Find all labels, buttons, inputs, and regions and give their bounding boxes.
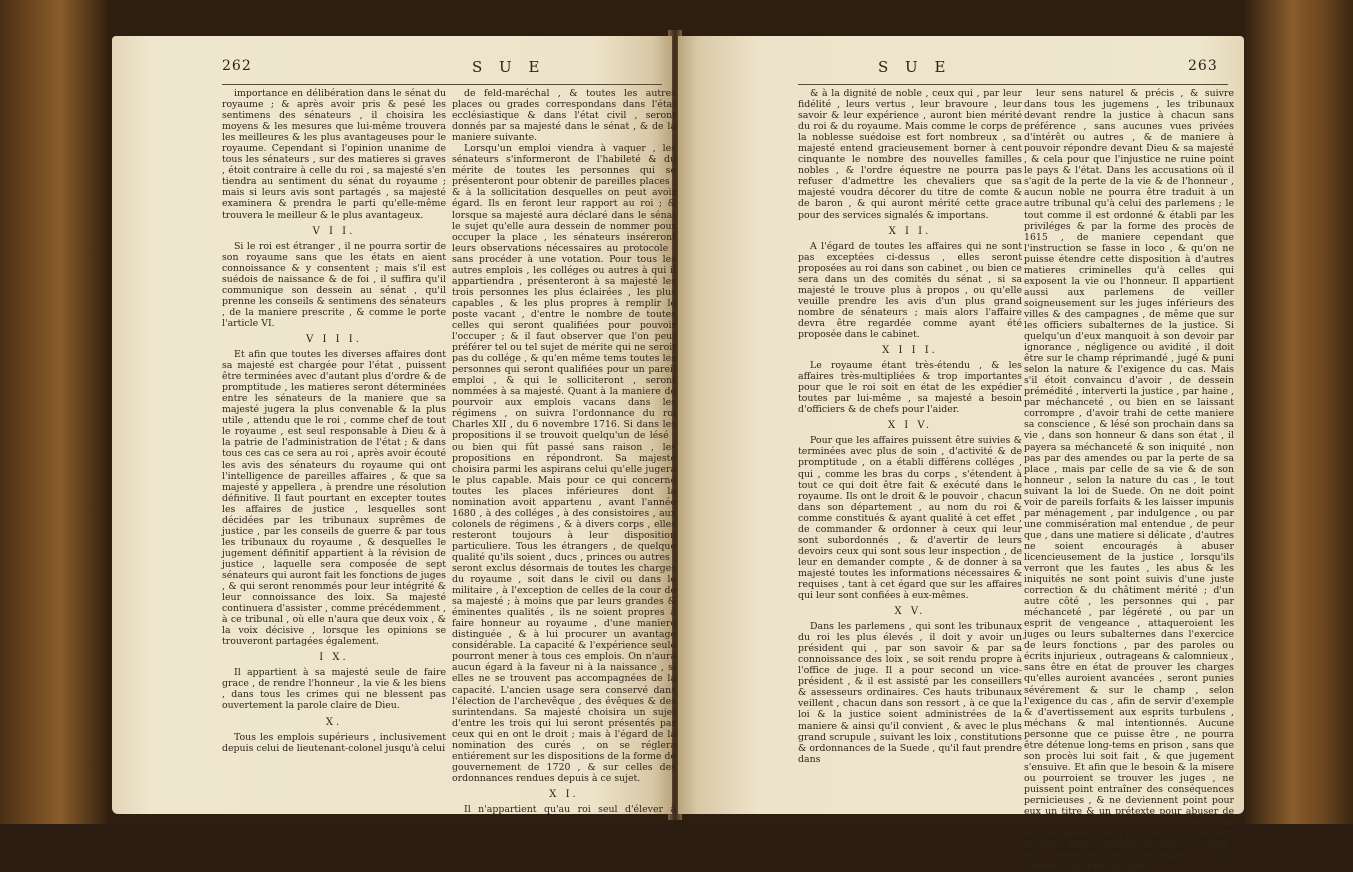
right-page-header [798, 58, 1228, 84]
paragraph: A l'égard de toutes les affaires qui ne sont pas exceptées ci-dessus , elles seront proposées au roi dans son cabinet , ou bien ce sera dans un des comités du sénat , si sa majesté le trouve plus à propos , ou qu'elle veuille prendre les avis d'un plus grand nombre de sénateurs ; mais alors l'affaire devra être regardée comme ayant été proposée dans le cabinet. [798, 240, 1022, 340]
section-heading: X. [325, 716, 343, 728]
paragraph: Lorsqu'un emploi viendra à vaquer , les sénateurs s'informeront de l'habileté & du mérite de toutes les personnes qui se présenteront pour obtenir de pareilles places , & à la sollicitation desquelles on peut avoir égard. Ils en feront leur rapport au roi ; & lorsque sa majesté aura déclaré dans le sénat le sujet qu'elle aura dessein de nommer pour occuper la place , les sénateurs inséreront leurs observations nécessaires au protocole , sans procéder à une votation. Pour tous les autres emplois , les colléges ou autres à qui il appartiendra , présenteront à sa majesté les trois personnes les plus éclairées , les plus capables , & les plus propres à remplir le poste vacant , d'entre le nombre de toutes celles qui seront qualifiées pour pouvoir l'occuper ; & il faut observer que l'on peut préférer tel ou tel sujet de mérite qui ne seroit pas du collége , & qu'en même tems toutes les personnes qui seront qualifiées pour un pareil emploi , & qui le solliciteront , seront nommées à sa majesté. Quant à la maniere de pourvoir aux emplois vacans dans les régimens , on suivra l'ordonnance du roi Charles XII , du 6 novembre 1716. Si dans les propositions il se trouvoit quelqu'un de lésé , ou bien qui fût passé sans raison , les propositions en répondront. Sa majesté choisira parmi les aspirans celui qu'elle jugera le plus capable. Mais pour ce qui concerne toutes les places inférieures dont la nomination avoit appartenu , avant l'année 1680 , à des colléges , à des consistoires , aux colonels de régimens , & à divers corps , elles resteront toujours à leur disposition particuliere. Tous les étrangers , de quelque qualité qu'ils soient , ducs , princes ou autres , seront exclus désormais de toutes les charges du royaume , soit dans le civil ou dans le militaire , à l'exception de celles de la cour de sa majesté ; à moins que par leurs grandes & éminentes qualités , ils ne soient propres à faire honneur au royaume , d'une maniere distinguée , & à lui procurer un avantage considérable. La capacité & l'expérience seule pourront mener à tous ces emplois. On n'aura aucun égard à la faveur ni à la naissance , si elles ne se trouvent pas accompagnées de la capacité. L'ancien usage sera conservé dans l'élection de l'archevêque , des évêques & des surintendans. Sa majesté choisira un sujet d'entre les trois qui lui seront présentés par ceux qui en ont le droit ; mais à l'égard de la nomination des curés , on se réglera entiérement sur les dispositions de la forme de gouvernement de 1720 , & sur celles des ordonnances rendues depuis à ce sujet. [452, 143, 676, 784]
paragraph: leur sens naturel & précis , & suivre dans tous les jugemens , les tribunaux devant rendre la justice à chacun sans préférence , sans aucunes vues privées d'intérêt ou autres , & de maniere à pouvoir répondre devant Dieu & sa majesté , & cela pour que l'injustice ne ruine point le pays & l'état. Dans les accusations où il s'agit de la perte de la vie & de l'honneur , aucun noble ne pourra être traduit à un autre tribunal qu'à celui des parlemens ; le tout comme il est ordonné & établi par les priviléges & par la forme des procès de 1615 , de maniere cependant que l'instruction se fasse in loco , & qu'on ne puisse étendre cette disposition à d'autres matieres criminelles qu'à celles qui exposent la vie ou l'honneur. Il appartient aussi aux parlemens de veiller soigneusement sur les juges inférieurs des villes & des campagnes , de même que sur les officiers subalternes de la justice. Si quelqu'un d'eux manquoit à son devoir par ignorance , négligence ou avidité , il doit être sur le champ réprimandé , jugé & puni selon la nature & l'exigence du cas. Mais s'il étoit convaincu d'avoir , de dessein prémédité , interverti la justice , par haine , par méchanceté , ou bien en se laissant corrompre , d'avoir trahi de cette maniere sa conscience , & lésé son prochain dans sa vie , dans son honneur & dans son état , il payera sa méchanceté & son iniquité , non pas par des amendes ou par la perte de sa place , mais par celle de sa vie & de son honneur , selon la nature du cas , le tout suivant la loi de Suede. On ne doit point voir de pareils forfaits & les laisser impunis par ménagement , par indulgence , ou par une commisération mal entendue , de peur que , dans une matiere si délicate , d'autres ne soient encouragés à abuser licencieusement de la justice , lorsqu'ils verront que les fautes , les abus & les iniquités ne sont point suivis d'une juste correction & du châtiment mérité ; d'un autre côté , les personnes qui , par méchanceté , par légéreté , ou par un esprit de vengeance , attaqueroient les juges ou leurs subalternes dans l'exercice de leurs fonctions , par des paroles ou écrits injurieux , outrageans & calomnieux , sans être en état de prouver les charges qu'elles auroient avancées , seront punies sévérement & sur le champ , selon l'exigence du cas , afin de servir d'exemple & d'avertissement aux esprits turbulens , méchans & mal intentionnés. Aucune personne que ce puisse être , ne pourra être détenue long-tems en prison , sans que son procès lui soit fait , & que jugement s'ensuive. Et afin que le besoin & la misere ou pourroient se trouver les juges , ne puissent point entraîner des conséquences pernicieuses , & ne deviennent point pour eux un titre & un prétexte pour abuser de leurs places , tous les deniers accordés par les communes , pour le salaire & l'entretien de leurs divers officiers de justice , seront , en conformité de l'assurance du roi Gustave-Adolphe de l'année [1024, 88, 1234, 872]
right-page [678, 36, 1244, 872]
text-column-right [452, 88, 676, 827]
paragraph: importance en délibération dans le sénat du royaume ; & après avoir pris & pesé les sentimens des sénateurs , il choisira les moyens & les mesures que lui-même trouvera les meilleures & les plus avantageuses pour le royaume. Cependant si l'opinion unanime de tous les sénateurs , sur des matieres si graves , étoit contraire à celle du roi , sa majesté s'en tiendra au sentiment du sénat du royaume ; mais si leurs avis sont partagés , sa majesté examinera & prendra le parti qu'elle-même trouvera le meilleur & le plus avantageux. [222, 88, 446, 221]
paragraph: de feld-maréchal , & toutes les autres places ou grades correspondans dans l'état ecclésiastique & dans l'état civil , seront donnés par sa majesté dans le sénat , & de la maniere suivante. [452, 88, 676, 144]
running-title: S U E [878, 58, 952, 76]
paragraph: Le royaume étant très-étendu , & les affaires très-multipliées & trop importantes pour que le roi soit en état de les expédier toutes par lui-même , sa majesté a besoin d'officiers & de chefs pour l'aider. [798, 360, 1022, 416]
paragraph: Et afin que toutes les diverses affaires dont sa majesté est chargée pour l'état , puissent être terminées avec d'autant plus d'ordre & de promptitude , les matieres seront déterminées entre les sénateurs de la maniere que sa majesté jugera la plus convenable & la plus utile , attendu que le roi , comme chef de tout le royaume , est seul responsable à Dieu & à la patrie de l'administration de l'état ; & dans tous ces cas ce sera au roi , après avoir écouté les avis des sénateurs du royaume qui ont l'intelligence de pareilles affaires , & que sa majesté y appellera , à prendre une résolution définitive. Il faut pourtant en excepter toutes les affaires de justice , lesquelles sont décidées par les tribunaux suprêmes de justice , par les conseils de guerre & par tous les tribunaux du royaume , & desquelles le jugement définitif appartient à la révision de justice , laquelle sera composée de sept sénateurs qui auront fait les fonctions de juges , & qui seront renommés pour leur intégrité & leur connoissance des loix. Sa majesté continuera d'assister , comme précédemment , à ce tribunal , où elle n'aura que deux voix , & la voix décisive , lorsque les opinions se trouveront partagées également. [222, 349, 446, 648]
section-heading: V I I. [312, 225, 356, 237]
paragraph: Si le roi est étranger , il ne pourra sortir de son royaume sans que les états en aient connoissance & y consentent ; mais s'il est suédois de naissance & de foi , il suffira qu'il communique son dessein au sénat , qu'il prenne les conseils & sentimens des sénateurs , de la maniere prescrite , & comme le porte l'article VI. [222, 240, 446, 329]
section-heading: X I. [549, 788, 579, 800]
left-page [112, 36, 676, 827]
page-number: 262 [222, 58, 252, 74]
section-heading: X I V. [887, 420, 933, 432]
paragraph: Il appartient à sa majesté seule de faire grace , de rendre l'honneur , la vie & les biens , dans tous les crimes qui ne blessent pas ouvertement la parole claire de Dieu. [222, 667, 446, 712]
paragraph: Il n'appartient qu'au roi seul d'élever à l'état , [452, 804, 676, 827]
header-rule [222, 84, 662, 85]
running-title: S U E [472, 58, 546, 76]
section-heading: I X. [319, 652, 349, 664]
header-rule [798, 84, 1228, 85]
text-column-left [798, 88, 1022, 803]
paragraph: Pour que les affaires puissent être suivies & terminées avec plus de soin , d'activité & de promptitude , on a établi différens colléges , qui , comme les bras du corps , s'étendent à tout ce qui doit être fait & exécuté dans le royaume. Ils ont le droit & le pouvoir , chacun dans son département , au nom du roi & comme constitués & ayant qualité à cet effet , de commander & ordonner à ceux qui leur sont subordonnés , & d'avertir de leurs devoirs ceux qui sont sous leur inspection , de leur en demander compte , & de donner à sa majesté toutes les informations nécessaires & requises , tant à cet égard que sur les affaires qui leur sont confiées à eux-mêmes. [798, 435, 1022, 602]
text-column-right [1024, 88, 1234, 872]
page-number: 263 [1188, 58, 1218, 74]
paragraph: Dans les parlemens , qui sont les tribunaux du roi les plus élevés , il doit y avoir un président qui , par son savoir & par sa connoissance des loix , se soit rendu propre à l'office de juge. Il a pour second un vice-président , & il est assisté par les conseillers & assesseurs ordinaires. Ces hauts tribunaux veillent , chacun dans son ressort , à ce que la loi & la justice soient administrées de la maniere & ainsi qu'il convient , & avec le plus grand scrupule , suivant les loix , constitutions & ordonnances de la Suede , qu'il faut prendre dans [798, 621, 1022, 765]
section-heading: X V. [894, 606, 926, 618]
left-page-header [222, 58, 662, 84]
text-column-left [222, 88, 446, 803]
section-heading: V I I I. [306, 333, 362, 345]
section-heading: X I I. [888, 225, 932, 237]
paragraph: Tous les emplois supérieurs , inclusivement depuis celui de lieutenant-colonel jusqu'à celui [222, 731, 446, 754]
section-heading: X I I I. [882, 345, 938, 357]
paragraph: & à la dignité de noble , ceux qui , par leur fidélité , leurs vertus , leur bravoure , leur savoir & leur expérience , auront bien mérité du roi & du royaume. Mais comme le corps de la noblesse suédoise est fort nombreux , sa majesté entend gracieusement borner à cent cinquante le nombre des nouvelles familles nobles , & l'ordre équestre ne pourra pas refuser d'admettre les chevaliers que sa majesté voudra décorer du titre de comte & de baron , & qui auront mérité cette grace pour des services signalés & importans. [798, 88, 1022, 221]
